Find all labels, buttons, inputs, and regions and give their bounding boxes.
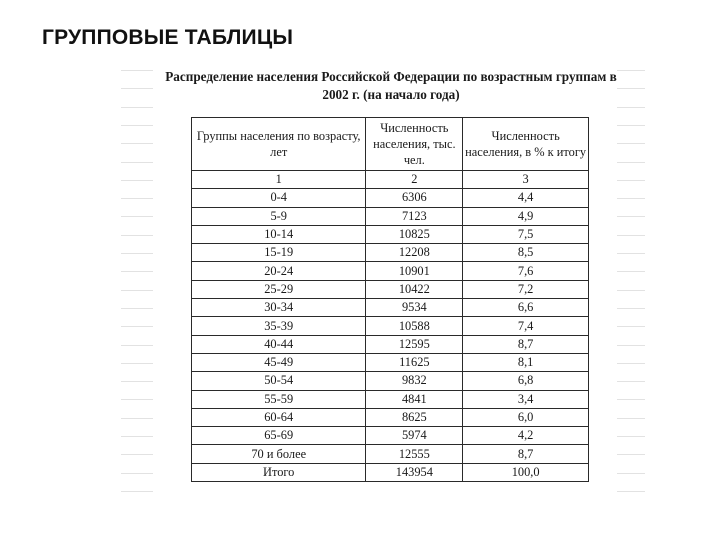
cell-age-group: 0-4 xyxy=(192,189,366,207)
cell-population: 10588 xyxy=(366,317,463,335)
guide-line xyxy=(121,180,153,181)
table-caption: Распределение населения Российской Федерации по возрастным группам в 2002 г. (на начало года) xyxy=(165,69,617,102)
cell-percent: 4,2 xyxy=(463,427,589,445)
cell-population: 5974 xyxy=(366,427,463,445)
cell-age-group: 25-29 xyxy=(192,280,366,298)
guide-line xyxy=(617,162,645,163)
guide-line xyxy=(617,491,645,492)
guide-line xyxy=(121,70,153,71)
guide-line xyxy=(121,216,153,217)
guide-line xyxy=(121,454,153,455)
guide-line xyxy=(121,290,153,291)
cell-population: 10825 xyxy=(366,225,463,243)
cell-percent: 8,7 xyxy=(463,335,589,353)
guide-line xyxy=(617,107,645,108)
table-row xyxy=(192,262,589,280)
cell-age-group: 5-9 xyxy=(192,207,366,225)
guide-line xyxy=(617,326,645,327)
guide-line xyxy=(121,399,153,400)
column-number: 3 xyxy=(463,171,589,189)
cell-age-group: 40-44 xyxy=(192,335,366,353)
guide-line xyxy=(121,88,153,89)
column-header-age-group: Группы населения по возрасту, лет xyxy=(192,118,366,171)
column-header-population: Численность населения, тыс. чел. xyxy=(366,118,463,171)
table-row xyxy=(192,207,589,225)
table-row xyxy=(192,390,589,408)
cell-age-group: 20-24 xyxy=(192,262,366,280)
guide-line xyxy=(121,162,153,163)
table-row xyxy=(192,299,589,317)
guide-line xyxy=(617,381,645,382)
cell-percent: 4,9 xyxy=(463,207,589,225)
guide-line xyxy=(121,271,153,272)
cell-population: 12595 xyxy=(366,335,463,353)
cell-population: 9534 xyxy=(366,299,463,317)
guide-line xyxy=(617,88,645,89)
guide-line xyxy=(121,473,153,474)
guide-line xyxy=(617,418,645,419)
column-number: 2 xyxy=(366,171,463,189)
cell-population: 10422 xyxy=(366,280,463,298)
guide-line xyxy=(617,271,645,272)
guide-line xyxy=(617,70,645,71)
column-header-percent: Численность населения, в % к итогу xyxy=(463,118,589,171)
scanned-document xyxy=(121,66,645,502)
cell-percent: 7,6 xyxy=(463,262,589,280)
table-row xyxy=(192,463,589,481)
guide-line xyxy=(617,235,645,236)
age-distribution-table xyxy=(191,117,589,482)
table-row xyxy=(192,445,589,463)
guide-line xyxy=(617,216,645,217)
guide-line xyxy=(617,125,645,126)
cell-population: 6306 xyxy=(366,189,463,207)
cell-age-group: 45-49 xyxy=(192,353,366,371)
guide-line xyxy=(617,308,645,309)
column-number-row xyxy=(192,171,589,189)
table-row xyxy=(192,372,589,390)
table-row xyxy=(192,317,589,335)
guide-line xyxy=(617,198,645,199)
cell-population: 12555 xyxy=(366,445,463,463)
guide-line xyxy=(121,381,153,382)
table-row xyxy=(192,189,589,207)
cell-population: 10901 xyxy=(366,262,463,280)
table-row xyxy=(192,280,589,298)
guide-line xyxy=(121,235,153,236)
cell-age-group: 50-54 xyxy=(192,372,366,390)
cell-age-group: 35-39 xyxy=(192,317,366,335)
guide-line xyxy=(121,436,153,437)
cell-percent: 100,0 xyxy=(463,463,589,481)
guide-line xyxy=(121,326,153,327)
cell-population: 11625 xyxy=(366,353,463,371)
cell-population: 143954 xyxy=(366,463,463,481)
guide-line xyxy=(617,399,645,400)
table-row xyxy=(192,335,589,353)
table-row xyxy=(192,408,589,426)
cell-percent: 6,6 xyxy=(463,299,589,317)
column-number: 1 xyxy=(192,171,366,189)
guide-line xyxy=(617,253,645,254)
cell-population: 9832 xyxy=(366,372,463,390)
cell-age-group: 65-69 xyxy=(192,427,366,445)
guide-line xyxy=(121,363,153,364)
guide-line xyxy=(121,253,153,254)
cell-age-group: Итого xyxy=(192,463,366,481)
cell-population: 4841 xyxy=(366,390,463,408)
cell-age-group: 15-19 xyxy=(192,244,366,262)
cell-population: 12208 xyxy=(366,244,463,262)
guide-line xyxy=(617,345,645,346)
guide-line xyxy=(617,436,645,437)
slide-title: ГРУППОВЫЕ ТАБЛИЦЫ xyxy=(42,26,294,49)
cell-age-group: 10-14 xyxy=(192,225,366,243)
guide-line xyxy=(617,454,645,455)
cell-population: 7123 xyxy=(366,207,463,225)
cell-population: 8625 xyxy=(366,408,463,426)
cell-percent: 8,5 xyxy=(463,244,589,262)
table-row xyxy=(192,427,589,445)
table-row xyxy=(192,244,589,262)
guide-line xyxy=(121,491,153,492)
cell-percent: 7,4 xyxy=(463,317,589,335)
cell-age-group: 30-34 xyxy=(192,299,366,317)
guide-line xyxy=(121,107,153,108)
cell-age-group: 55-59 xyxy=(192,390,366,408)
cell-age-group: 70 и более xyxy=(192,445,366,463)
cell-percent: 6,0 xyxy=(463,408,589,426)
cell-age-group: 60-64 xyxy=(192,408,366,426)
cell-percent: 3,4 xyxy=(463,390,589,408)
cell-percent: 4,4 xyxy=(463,189,589,207)
cell-percent: 8,1 xyxy=(463,353,589,371)
guide-line xyxy=(121,125,153,126)
cell-percent: 7,5 xyxy=(463,225,589,243)
cell-percent: 6,8 xyxy=(463,372,589,390)
guide-line xyxy=(617,363,645,364)
guide-line xyxy=(617,180,645,181)
table-row xyxy=(192,353,589,371)
guide-line xyxy=(121,418,153,419)
guide-line xyxy=(121,345,153,346)
guide-line xyxy=(121,143,153,144)
guide-line xyxy=(617,290,645,291)
table-header-row xyxy=(192,118,589,171)
guide-line xyxy=(617,143,645,144)
table-row xyxy=(192,225,589,243)
guide-line xyxy=(617,473,645,474)
guide-line xyxy=(121,308,153,309)
guide-line xyxy=(121,198,153,199)
cell-percent: 7,2 xyxy=(463,280,589,298)
cell-percent: 8,7 xyxy=(463,445,589,463)
